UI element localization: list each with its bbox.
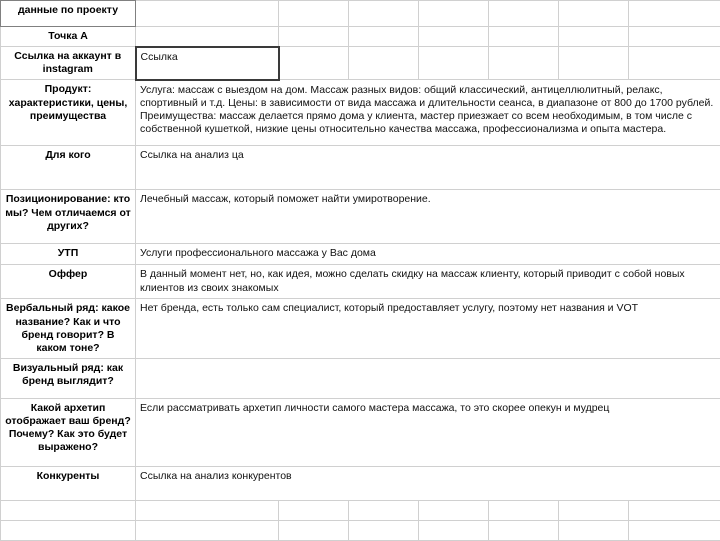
row-label-competitors[interactable]: Конкуренты (1, 466, 136, 500)
row-content-instagram-link[interactable]: Ссылка (136, 47, 279, 80)
table-row (1, 265, 720, 299)
table-row (1, 520, 720, 540)
blank-cell[interactable] (559, 520, 629, 540)
row-content-competitors[interactable]: Ссылка на анализ конкурентов (136, 466, 720, 500)
blank-cell[interactable] (489, 27, 559, 47)
blank-cell[interactable] (419, 1, 489, 27)
row-label-product[interactable]: Продукт: характеристики, цены, преимущества (1, 80, 136, 146)
blank-cell[interactable] (629, 1, 720, 27)
blank-cell[interactable] (419, 47, 489, 80)
blank-cell[interactable] (559, 500, 629, 520)
table-row (1, 299, 720, 359)
blank-cell[interactable] (629, 47, 720, 80)
row-content-archetype[interactable]: Если рассматривать архетип личности самого мастера массажа, то это скорее опекун и мудрец (136, 398, 720, 466)
blank-cell[interactable] (419, 520, 489, 540)
row-content-verbal-identity[interactable]: Нет бренда, есть только сам специалист, который предоставляет услугу, поэтому нет названия и VOT (136, 299, 720, 359)
table-row (1, 358, 720, 398)
blank-cell[interactable] (489, 500, 559, 520)
row-label-archetype[interactable]: Какой архетип отображает ваш бренд? Почему? Как это будет выражено? (1, 398, 136, 466)
blank-cell[interactable] (559, 27, 629, 47)
blank-cell[interactable] (349, 27, 419, 47)
blank-cell[interactable] (279, 500, 349, 520)
row-label-visual-identity[interactable]: Визуальный ряд: как бренд выглядит? (1, 358, 136, 398)
row-content-utp[interactable]: Услуги профессионального массажа у Вас дома (136, 244, 720, 265)
table-row (1, 1, 720, 27)
blank-cell[interactable] (349, 500, 419, 520)
blank-cell[interactable] (489, 1, 559, 27)
row-content-offer[interactable]: В данный момент нет, но, как идея, можно сделать скидку на массаж клиенту, который приводит с собой новых клиентов из своих знакомых (136, 265, 720, 299)
row-label-positioning[interactable]: Позиционирование: кто мы? Чем отличаемся от других? (1, 190, 136, 244)
blank-cell[interactable] (629, 27, 720, 47)
row-content-visual-identity[interactable] (136, 358, 720, 398)
row-content-project-data[interactable] (136, 1, 279, 27)
row-label-point-a[interactable]: Точка А (1, 27, 136, 47)
table-row (1, 466, 720, 500)
row-label-offer[interactable]: Оффер (1, 265, 136, 299)
row-label-instagram-link[interactable]: Ссылка на аккаунт в instagram (1, 47, 136, 80)
blank-cell[interactable] (489, 47, 559, 80)
blank-cell[interactable] (629, 500, 720, 520)
blank-cell[interactable] (629, 520, 720, 540)
table-row (1, 398, 720, 466)
blank-cell[interactable] (136, 520, 279, 540)
blank-cell[interactable] (136, 500, 279, 520)
blank-cell[interactable] (1, 500, 136, 520)
blank-cell[interactable] (559, 47, 629, 80)
blank-cell[interactable] (419, 27, 489, 47)
blank-cell[interactable] (419, 500, 489, 520)
row-label-verbal-identity[interactable]: Вербальный ряд: какое название? Как и что бренд говорит? В каком тоне? (1, 299, 136, 359)
table-row (1, 80, 720, 146)
row-content-point-a[interactable] (136, 27, 279, 47)
table-row (1, 190, 720, 244)
row-content-positioning[interactable]: Лечебный массаж, который поможет найти умиротворение. (136, 190, 720, 244)
table-row (1, 27, 720, 47)
blank-cell[interactable] (279, 27, 349, 47)
blank-cell[interactable] (1, 520, 136, 540)
row-label-utp[interactable]: УТП (1, 244, 136, 265)
table-row (1, 146, 720, 190)
blank-cell[interactable] (279, 1, 349, 27)
row-content-product[interactable]: Услуга: массаж с выездом на дом. Массаж разных видов: общий классический, антицеллюлитный, релакс, спортивный и т.д. Цены: в зависимости от вида массажа и длительности сеанса, в диапазоне от 800 до 1700 рублей. Преимущества: массаж делается прямо дома у клиента, мастер приезжает со всем необходимым, в том числе с собственной кушеткой, низкие цены относительно качества массажа, профессионализма и опыта мастера. (136, 80, 720, 146)
blank-cell[interactable] (279, 520, 349, 540)
blank-cell[interactable] (349, 520, 419, 540)
blank-cell[interactable] (349, 1, 419, 27)
row-label-audience[interactable]: Для кого (1, 146, 136, 190)
table-row (1, 500, 720, 520)
blank-cell[interactable] (489, 520, 559, 540)
brief-table-body (1, 1, 720, 541)
row-label-project-data[interactable]: данные по проекту (1, 1, 136, 27)
table-row (1, 244, 720, 265)
row-content-audience[interactable]: Ссылка на анализ ца (136, 146, 720, 190)
blank-cell[interactable] (279, 47, 349, 80)
table-row (1, 47, 720, 80)
blank-cell[interactable] (349, 47, 419, 80)
blank-cell[interactable] (559, 1, 629, 27)
